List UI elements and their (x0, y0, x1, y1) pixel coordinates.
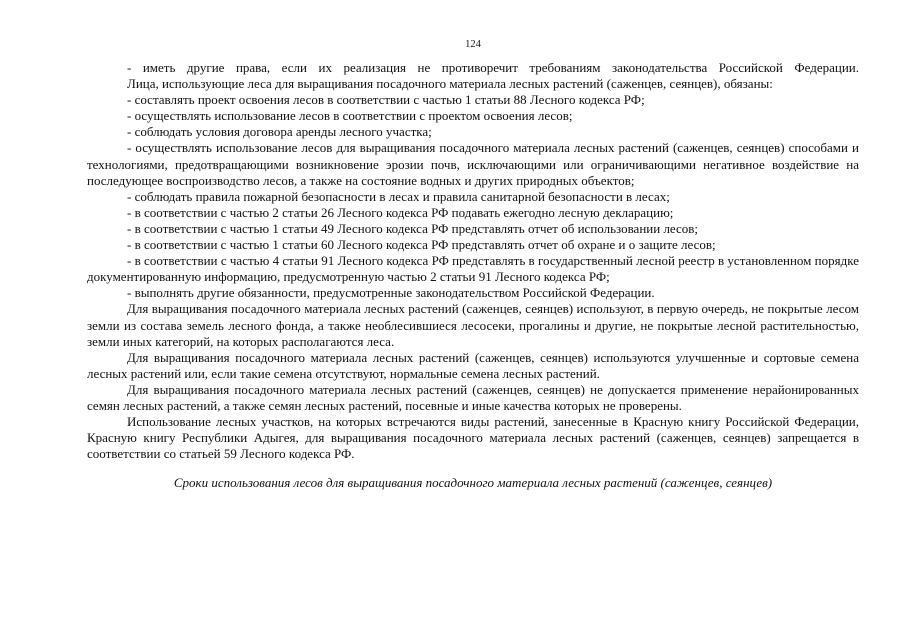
list-item-other-duties: - выполнять другие обязанности, предусмотренные законодательством Российской Федерации. (127, 285, 655, 301)
list-item-declaration: - в соответствии с частью 2 статьи 26 Лесного кодекса РФ подавать ежегодно лесную декларацию; (127, 204, 674, 220)
list-item-forest-registry: - в соответствии с частью 4 статьи 91 Лесного кодекса РФ представлять в государственный лесной реестр в установленном порядке документированную информацию, предусмотренную частью 2 статьи 91 Лесного кодекса РФ; (87, 253, 859, 285)
paragraph-red-book: Использование лесных участков, на которых встречаются виды растений, занесенные в Красную книгу Российской Федерации, Красную книгу Республики Адыгея, для выращивания посадочного материала лесных растений (саженцев, сеянцев) запрещается в соответствии со статьей 59 Лесного кодекса РФ. (87, 414, 859, 462)
paragraph-seeds-restriction: Для выращивания посадочного материала лесных растений (саженцев, сеянцев) не допускается применение нерайонированных семян лесных растений, а также семян лесных растений, посевные и иные качества которых не проверены. (87, 381, 859, 413)
page-number: 124 (465, 39, 481, 50)
list-item-use-forests: - осуществлять использование лесов в соответствии с проектом освоения лесов; (127, 108, 573, 124)
list-item-technologies: - осуществлять использование лесов для выращивания посадочного материала лесных растений (саженцев, сеянцев) способами и технологиями, предотвращающими возникновение эрозии почв, исключающими или ограничивающими негативное воздействие на последующее воспроизводство лесов, а также на состояние водных и других природных объектов; (87, 140, 859, 188)
list-item-project: - составлять проект освоения лесов в соответствии с частью 1 статьи 88 Лесного кодекса РФ; (127, 92, 645, 108)
paragraph-obligations-intro: Лица, использующие леса для выращивания посадочного материала лесных растений (саженцев, сеянцев), обязаны: (127, 76, 773, 92)
paragraph-land-use: Для выращивания посадочного материала лесных растений (саженцев, сеянцев) используют, в первую очередь, не покрытые лесом земли из состава земель лесного фонда, а также необлесившиеся лесосеки, прогалины и другие, не покрытые лесной растительностью, земли иных категорий, на которых располагаются леса. (87, 301, 859, 349)
list-item-fire-safety: - соблюдать правила пожарной безопасности в лесах и правила санитарной безопасности в лесах; (127, 188, 670, 204)
list-item-protection-report: - в соответствии с частью 1 статьи 60 Лесного кодекса РФ представлять отчет об охране и о защите лесов; (127, 237, 716, 253)
list-item-lease-terms: - соблюдать условия договора аренды лесного участка; (127, 124, 432, 140)
paragraph-rights: - иметь другие права, если их реализация не противоречит требованиям законодательства Российской Федерации. (127, 60, 859, 75)
paragraph-seeds-quality: Для выращивания посадочного материала лесных растений (саженцев, сеянцев) используются улучшенные и сортовые семена лесных растений или, если такие семена отсутствуют, нормальные семена лесных растений. (87, 349, 859, 381)
list-item-usage-report: - в соответствии с частью 1 статьи 49 Лесного кодекса РФ представлять отчет об использовании лесов; (127, 220, 699, 236)
document-page (87, 38, 859, 491)
section-heading: Сроки использования лесов для выращивания посадочного материала лесных растений (саженцев, сеянцев) (173, 475, 773, 491)
